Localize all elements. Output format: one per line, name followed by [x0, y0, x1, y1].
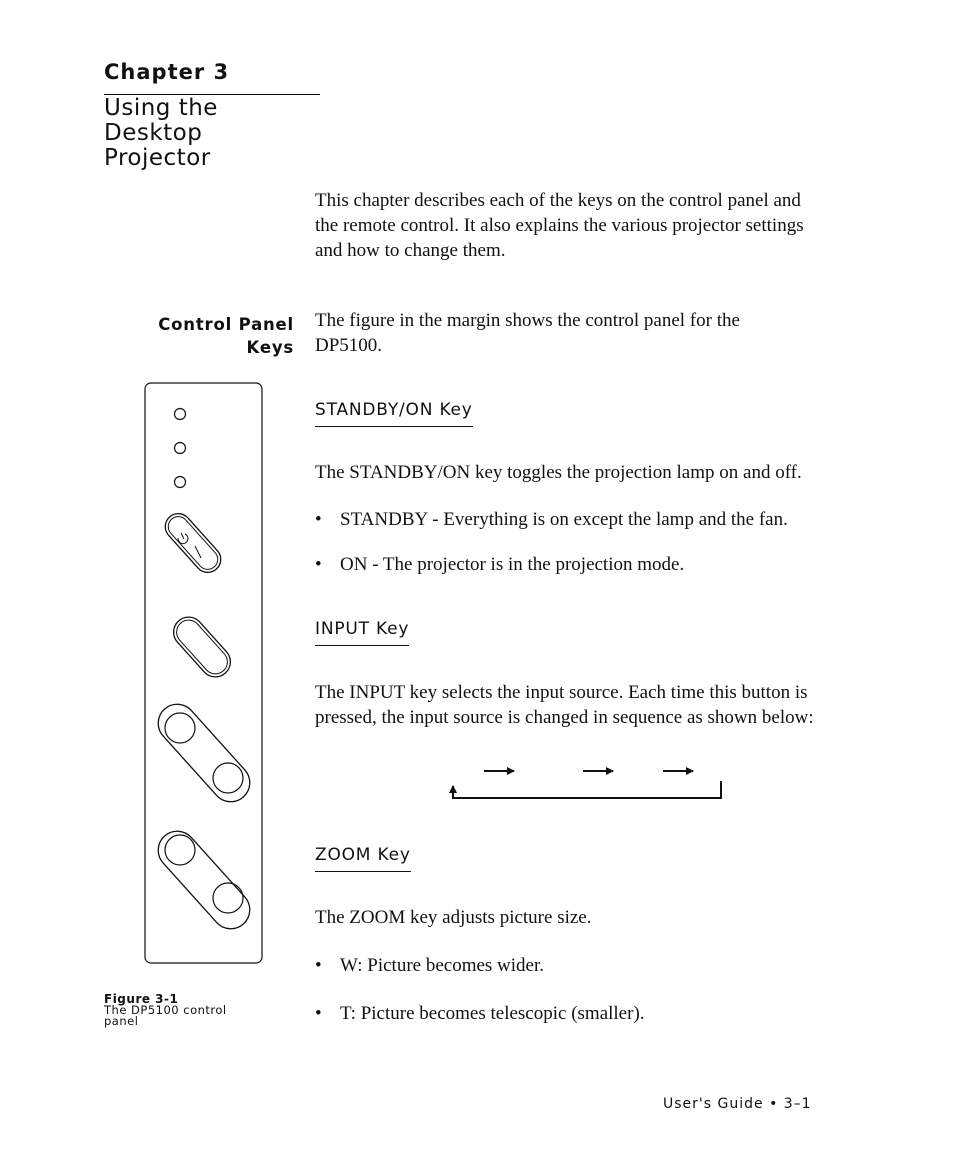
figure-number: Figure 3-1 [104, 992, 179, 1006]
intro-line: and how to change them. [315, 240, 506, 261]
standby-bullet [315, 552, 684, 577]
input-text-line: The INPUT key selects the input source. Each time this button is [315, 682, 808, 703]
section-heading-line: Keys [246, 338, 294, 357]
chapter-title [104, 96, 324, 171]
bullet-text: ON - The projector is in the projection mode. [340, 554, 685, 575]
figure-caption-line: panel [104, 1014, 139, 1028]
section-intro-line: The figure in the margin shows the control panel for the [315, 310, 740, 331]
bullet-dot: • [315, 1003, 322, 1024]
bullet-dot: • [315, 554, 322, 575]
section-heading-line: Control Panel [158, 315, 294, 334]
bullet-text: W: Picture becomes wider. [340, 955, 545, 976]
figure-caption [104, 994, 304, 1027]
indicator-led [175, 443, 186, 454]
input-text-line: pressed, the input source is changed in sequence as shown below: [315, 707, 814, 728]
input-sequence-diagram [440, 760, 730, 806]
indicator-led [175, 477, 186, 488]
standby-text: The STANDBY/ON key toggles the projection lamp on and off. [315, 462, 802, 483]
input-heading: INPUT Key [315, 619, 409, 646]
bullet-dot: • [315, 955, 322, 976]
standby-heading: STANDBY/ON Key [315, 400, 473, 427]
standby-bullet [315, 507, 788, 532]
sequence-return-arrow [453, 781, 721, 798]
panel-outline [145, 383, 262, 963]
bullet-text: T: Picture becomes telescopic (smaller). [340, 1003, 645, 1024]
section-intro-line: DP5100. [315, 335, 383, 356]
section-heading [158, 313, 294, 359]
section-intro [315, 308, 835, 358]
intro-line: This chapter describes each of the keys on the control panel and [315, 190, 801, 211]
chapter-label: Chapter 3 [104, 60, 230, 84]
chapter-title-line: Projector [104, 145, 211, 171]
zoom-text: The ZOOM key adjusts picture size. [315, 907, 592, 928]
control-panel-illustration [140, 378, 270, 970]
indicator-led [175, 409, 186, 420]
zoom-bullet [315, 953, 544, 978]
bullet-dot: • [315, 509, 322, 530]
zoom-bullet [315, 1001, 645, 1026]
intro-paragraph [315, 188, 855, 263]
input-text [315, 680, 875, 730]
bullet-text: STANDBY - Everything is on except the lamp and the fan. [340, 509, 788, 530]
intro-line: the remote control. It also explains the various projector settings [315, 215, 804, 236]
page-footer: User's Guide • 3–1 [663, 1096, 812, 1112]
zoom-heading: ZOOM Key [315, 845, 411, 872]
chapter-title-line: Using the [104, 95, 218, 121]
chapter-title-line: Desktop [104, 120, 203, 146]
figure-caption-line: The DP5100 control [104, 1003, 227, 1017]
